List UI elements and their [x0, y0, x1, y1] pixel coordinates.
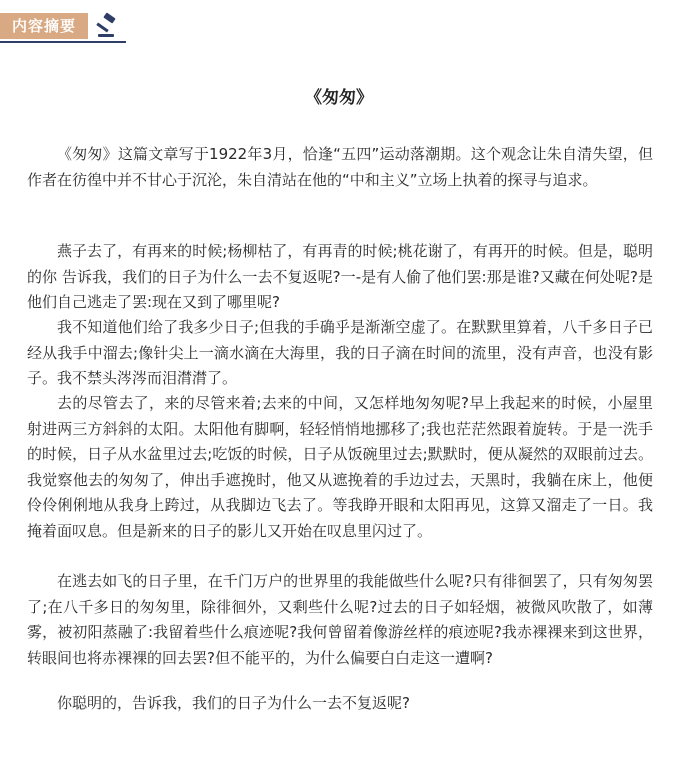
body-paragraph: 我不知道他们给了我多少日子;但我的手确乎是渐渐空虚了。在默默里算着，八千多日子已经从我手中溜去;像针尖上一滴水滴在大海里，我的日子滴在时间的流里，没有声音，也没有影子。我不禁头涔涔而泪潸潸了。 [27, 318, 653, 387]
body-paragraph: 你聪明的，告诉我，我们的日子为什么一去不复返呢? [57, 694, 410, 712]
gavel-icon [92, 12, 122, 40]
body-paragraph: 在逃去如飞的日子里，在千门万户的世界里的我能做些什么呢?只有徘徊罢了，只有匆匆罢了;在八千多日的匆匆里，除徘徊外，又剩些什么呢?过去的日子如轻烟，被微风吹散了，如薄雾，被初阳蒸融了:我留着些什么痕迹呢?我何曾留着像游丝样的痕迹呢?我赤裸裸来到这世界，转眼间也将赤裸裸的回去罢?但不能平的，为什么偏要白白走这一遭啊? [27, 572, 653, 667]
article-title: 《匆匆》 [305, 88, 373, 108]
body-paragraph: 去的尽管去了，来的尽管来着;去来的中间，又怎样地匆匆呢?早上我起来的时候，小屋里射进两三方斜斜的太阳。太阳他有脚啊，轻轻悄悄地挪移了;我也茫茫然跟着旋转。于是一洗手的时候，日子从水盆里过去;吃饭的时候，日子从饭碗里过去;默默时，便从凝然的双眼前过去。我觉察他去的匆匆了，伸出手遮挽时，他又从遮挽着的手边过去，天黑时，我躺在床上，他便伶伶俐俐地从我身上跨过，从我脚边飞去了。等我睁开眼和太阳再见，这算又溜走了一日。我掩着面叹息。但是新来的日子的影儿又开始在叹息里闪过了。 [27, 394, 653, 540]
intro-paragraph: 《匆匆》这篇文章写于1922年3月，恰逢“五四”运动落潮期。这个观念让朱自清失望，但作者在彷徨中并不甘心于沉沦，朱自清站在他的“中和主义”立场上执着的探寻与追求。 [27, 145, 653, 189]
section-badge: 内容摘要 [0, 13, 88, 39]
body-paragraph: 燕子去了，有再来的时候;杨柳枯了，有再青的时候;桃花谢了，有再开的时候。但是，聪明的你 告诉我，我们的日子为什么一去不复返呢?一-是有人偷了他们罢:那是谁?又藏在何处呢?是他们自己逃走了罢:现在又到了哪里呢? [27, 242, 653, 311]
header-divider [0, 41, 126, 43]
section-header [0, 0, 678, 46]
